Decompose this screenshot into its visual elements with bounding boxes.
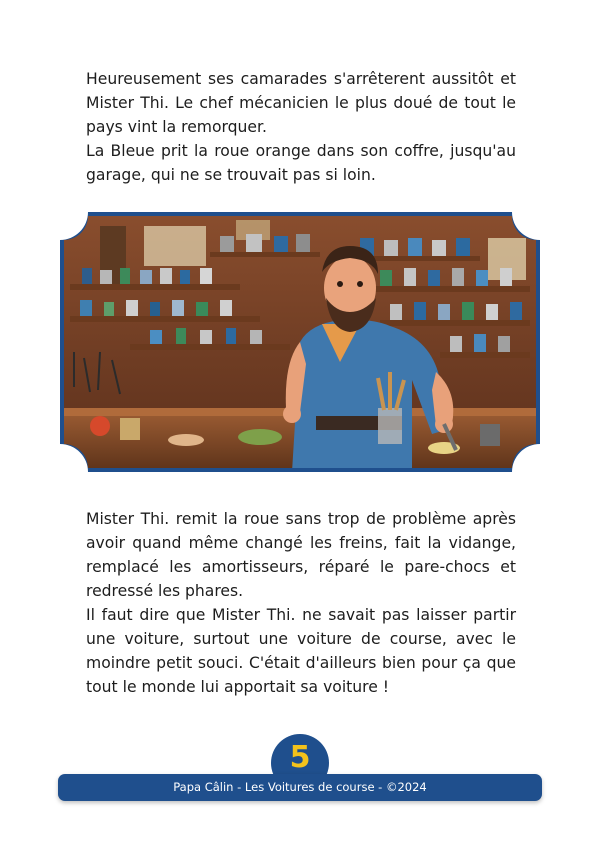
mechanic-workshop-illustration	[60, 212, 540, 472]
paragraph-2: La Bleue prit la roue orange dans son coffre, jusqu'au garage, qui ne se trouvait pas si loin.	[86, 142, 516, 184]
paragraph-3: Mister Thi. remit la roue sans trop de problème après avoir quand même changé les freins, fait la vidange, remplacé les amortisseurs, réparé le pare-chocs et redressé les phares.	[86, 510, 516, 600]
paragraph-1: Heureusement ses camarades s'arrêterent aussitôt et Mister Thi. Le chef mécanicien le plus doué de tout le pays vint la remorquer.	[86, 70, 516, 136]
footer-bar: Papa Câlin - Les Voitures de course - ©2024	[58, 774, 542, 801]
illustration-frame	[60, 212, 540, 472]
page-number: 5	[289, 740, 311, 775]
paragraph-4: Il faut dire que Mister Thi. ne savait pas laisser partir une voiture, surtout une voiture de course, avec le moindre petit souci. C'était d'ailleurs bien pour ça que tout le monde lui apportait sa voiture !	[86, 606, 516, 696]
